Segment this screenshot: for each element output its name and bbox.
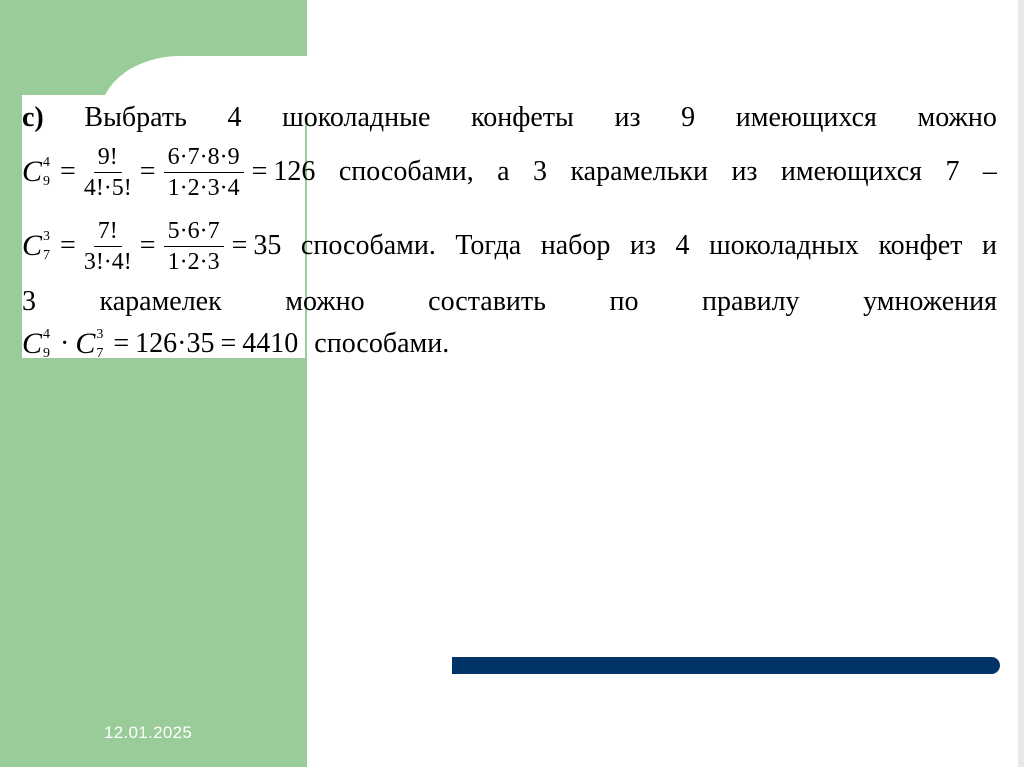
- equals-sign: =: [231, 230, 248, 261]
- fraction: [164, 218, 224, 275]
- word: конфет: [878, 230, 963, 261]
- word: шоколадных: [709, 230, 859, 261]
- equals-sign: =: [139, 156, 156, 187]
- right-edge-strip: [1018, 0, 1024, 767]
- item-label: с): [22, 102, 44, 133]
- result-value: 35: [253, 230, 282, 261]
- combination-superscript: 3: [96, 327, 104, 342]
- fraction: [164, 144, 244, 201]
- combination-symbol: [75, 327, 103, 361]
- combination-symbol: [22, 155, 50, 189]
- word: карамелек: [99, 286, 222, 317]
- word: а: [497, 156, 510, 187]
- combination-scripts: [96, 328, 103, 360]
- combination-scripts: [43, 230, 50, 262]
- combination-superscript: 4: [43, 327, 51, 342]
- word: правилу: [701, 286, 800, 317]
- word: набор: [540, 230, 611, 261]
- text-line-1: [22, 88, 997, 148]
- word: умножения: [863, 286, 997, 317]
- word: шоколадные: [282, 102, 431, 133]
- slide-date: 12.01.2025: [104, 723, 193, 742]
- word: 7: [945, 156, 960, 187]
- combination-subscript: 9: [43, 174, 51, 189]
- fraction-denominator: 3!·4!: [83, 248, 132, 275]
- word: карамельки: [570, 156, 708, 187]
- combination-subscript: 9: [43, 346, 51, 361]
- word: 4: [675, 230, 690, 261]
- fraction-numerator: 7!: [94, 218, 122, 247]
- combination-subscript: 7: [96, 346, 104, 361]
- result-value: 126: [273, 156, 316, 187]
- combination-subscript: 7: [43, 248, 51, 263]
- fraction-numerator: 6·7·8·9: [164, 144, 244, 173]
- product-expression: 126·35: [135, 328, 215, 359]
- word: 3: [22, 286, 36, 317]
- word: из: [629, 230, 656, 261]
- word: 9: [681, 102, 696, 133]
- fraction: [84, 218, 132, 275]
- word: имеющихся: [735, 102, 877, 133]
- multiplication-dot: ·: [60, 328, 70, 359]
- combination-base: C: [75, 327, 96, 360]
- combination-scripts: [43, 328, 50, 360]
- word: имеющихся: [780, 156, 923, 187]
- text-line-5: [22, 314, 997, 374]
- word: из: [731, 156, 758, 187]
- combination-base: C: [22, 229, 43, 262]
- combination-formula: [22, 144, 315, 201]
- word: способами.: [314, 328, 450, 359]
- combination-superscript: 4: [43, 155, 51, 170]
- combination-base: C: [22, 327, 43, 360]
- combination-superscript: 3: [43, 229, 51, 244]
- combination-symbol: [22, 229, 50, 263]
- equals-sign: =: [220, 328, 237, 359]
- text-line-2: [22, 142, 997, 202]
- word: 3: [533, 156, 548, 187]
- product-formula: [22, 327, 298, 361]
- combination-formula: [22, 218, 281, 275]
- equals-sign: =: [139, 230, 156, 261]
- word: способами,: [338, 156, 474, 187]
- word: 4: [227, 102, 242, 133]
- equals-sign: =: [251, 156, 268, 187]
- combination-symbol: [22, 327, 50, 361]
- fraction-denominator: 1·2·3·4: [167, 174, 240, 201]
- word: –: [982, 156, 997, 187]
- result-value: 4410: [242, 328, 299, 359]
- word: составить: [428, 286, 546, 317]
- combination-scripts: [43, 156, 50, 188]
- text-line-3: [22, 216, 997, 276]
- fraction: [84, 144, 132, 201]
- combination-base: C: [22, 155, 43, 188]
- word: из: [614, 102, 641, 133]
- word: способами.: [300, 230, 436, 261]
- fraction-numerator: 9!: [94, 144, 122, 173]
- word: по: [609, 286, 639, 317]
- fraction-denominator: 1·2·3: [167, 248, 220, 275]
- word: Тогда: [455, 230, 522, 261]
- equals-sign: =: [60, 156, 76, 187]
- word: и: [981, 230, 997, 261]
- word: можно: [285, 286, 365, 317]
- word: можно: [917, 102, 997, 133]
- fraction-numerator: 5·6·7: [164, 218, 224, 247]
- fraction-denominator: 4!·5!: [83, 174, 132, 201]
- equals-sign: =: [113, 328, 130, 359]
- equals-sign: =: [60, 230, 76, 261]
- word: конфеты: [471, 102, 574, 133]
- accent-bar: [452, 657, 1000, 674]
- word: Выбрать: [84, 102, 187, 133]
